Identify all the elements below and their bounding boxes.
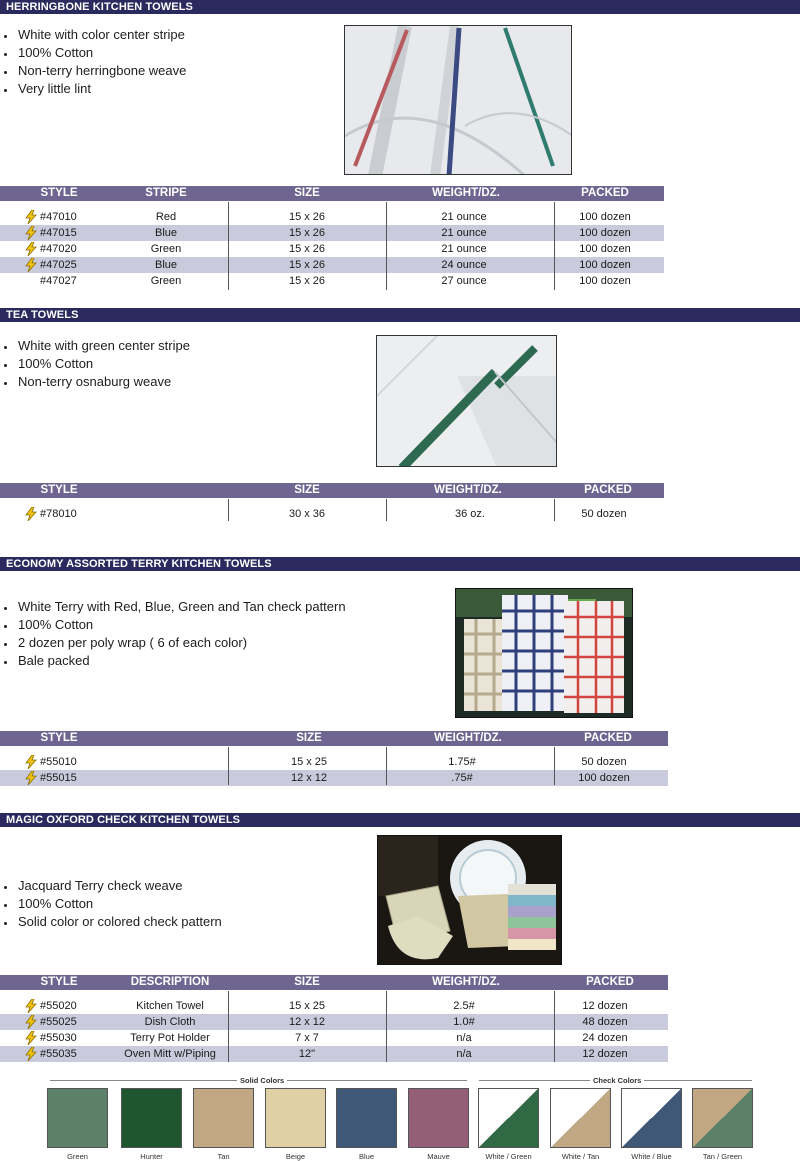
solid-colors-label: Solid Colors xyxy=(237,1076,287,1085)
herringbone-towel-photo xyxy=(344,25,572,175)
feature-item: Non-terry osnaburg weave xyxy=(3,373,190,391)
column-divider xyxy=(228,991,229,1062)
weight-value: 1.0# xyxy=(453,1016,475,1028)
weight-value: n/a xyxy=(456,1048,472,1060)
weight-value: 21 ounce xyxy=(441,211,487,223)
packed-value: 50 dozen xyxy=(581,508,627,520)
table-header xyxy=(0,186,664,201)
column-header: STYLE xyxy=(40,484,78,496)
table-row xyxy=(0,1014,668,1030)
column-header: PACKED xyxy=(581,187,629,199)
color-swatch-mauve xyxy=(408,1088,469,1148)
table-row xyxy=(0,770,668,786)
size-value: 15 x 26 xyxy=(288,211,326,223)
weight-value: 21 ounce xyxy=(441,243,487,255)
style-number: #47010 xyxy=(40,211,77,223)
swatch-label: Tan / Green xyxy=(702,1152,743,1161)
description-value: Dish Cloth xyxy=(144,1016,196,1028)
description-value: Terry Pot Holder xyxy=(130,1032,210,1044)
feature-item: 100% Cotton xyxy=(3,355,190,373)
check-swatch-tan-green xyxy=(692,1088,753,1148)
packed-value: 100 dozen xyxy=(579,259,631,271)
lightning-icon xyxy=(25,999,37,1013)
style-number: #78010 xyxy=(40,508,77,520)
lightning-icon xyxy=(25,258,37,272)
style-number: #47020 xyxy=(40,243,77,255)
column-divider xyxy=(386,202,387,290)
packed-value: 50 dozen xyxy=(581,756,627,768)
table-row xyxy=(0,225,664,241)
check-swatch-white-green xyxy=(478,1088,539,1148)
lightning-icon xyxy=(25,771,37,785)
color-swatch-beige xyxy=(265,1088,326,1148)
lightning-icon xyxy=(25,1047,37,1061)
table-row xyxy=(0,209,664,225)
product-table-herringbone xyxy=(0,186,664,290)
column-header: WEIGHT/DZ. xyxy=(432,976,500,988)
lightning-icon xyxy=(25,210,37,224)
feature-item: White with color center stripe xyxy=(3,26,186,44)
description-value: Kitchen Towel xyxy=(136,1000,204,1012)
packed-value: 24 dozen xyxy=(582,1032,628,1044)
column-divider xyxy=(554,202,555,290)
section-title: TEA TOWELS xyxy=(6,309,79,321)
stripe-color: Blue xyxy=(154,227,178,239)
feature-item: White Terry with Red, Blue, Green and Tan check pattern xyxy=(3,598,346,616)
style-number: #55030 xyxy=(40,1032,77,1044)
swatch-label: Blue xyxy=(358,1152,374,1161)
product-table-economy-terry xyxy=(0,731,668,785)
column-divider xyxy=(554,499,555,521)
lightning-icon xyxy=(25,242,37,256)
swatch-label: Beige xyxy=(285,1152,306,1161)
style-number: #55010 xyxy=(40,756,77,768)
column-header: SIZE xyxy=(296,732,322,744)
color-swatch-hunter xyxy=(121,1088,182,1148)
swatch-label: Mauve xyxy=(427,1152,450,1161)
packed-value: 48 dozen xyxy=(582,1016,628,1028)
weight-value: 1.75# xyxy=(448,756,476,768)
column-divider xyxy=(228,499,229,521)
section-title: MAGIC OXFORD CHECK KITCHEN TOWELS xyxy=(6,814,241,826)
swatch-label: Hunter xyxy=(140,1152,163,1161)
weight-value: 36 oz. xyxy=(455,508,485,520)
table-header xyxy=(0,975,668,990)
feature-list xyxy=(3,598,346,670)
column-header: STYLE xyxy=(40,976,78,988)
table-header xyxy=(0,731,668,746)
size-value: 15 x 26 xyxy=(288,275,326,287)
size-value: 7 x 7 xyxy=(295,1032,319,1044)
swatch-label: Tan xyxy=(217,1152,230,1161)
stripe-color: Green xyxy=(150,275,182,287)
section-title: HERRINGBONE KITCHEN TOWELS xyxy=(6,1,193,13)
packed-value: 100 dozen xyxy=(578,772,630,784)
column-divider xyxy=(554,991,555,1062)
lightning-icon xyxy=(25,1015,37,1029)
check-colors-label: Check Colors xyxy=(590,1076,644,1085)
size-value: 15 x 26 xyxy=(288,227,326,239)
product-table-magic-oxford xyxy=(0,975,668,1062)
feature-item: 100% Cotton xyxy=(3,44,186,62)
color-swatch-green xyxy=(47,1088,108,1148)
feature-item: 100% Cotton xyxy=(3,616,346,634)
size-value: 15 x 25 xyxy=(288,1000,326,1012)
stripe-color: Blue xyxy=(154,259,178,271)
stripe-color: Green xyxy=(150,243,182,255)
section-header-herringbone xyxy=(0,0,800,14)
feature-item: Solid color or colored check pattern xyxy=(3,913,222,931)
feature-item: Bale packed xyxy=(3,652,346,670)
column-divider xyxy=(386,747,387,785)
column-header: WEIGHT/DZ. xyxy=(434,484,502,496)
style-number: #47015 xyxy=(40,227,77,239)
column-divider xyxy=(386,499,387,521)
weight-value: .75# xyxy=(451,772,473,784)
feature-item: White with green center stripe xyxy=(3,337,190,355)
stripe-color: Red xyxy=(155,211,177,223)
packed-value: 100 dozen xyxy=(579,211,631,223)
packed-value: 100 dozen xyxy=(579,227,631,239)
weight-value: 2.5# xyxy=(453,1000,475,1012)
size-value: 15 x 25 xyxy=(290,756,328,768)
feature-item: 2 dozen per poly wrap ( 6 of each color) xyxy=(3,634,346,652)
feature-item: Jacquard Terry check weave xyxy=(3,877,222,895)
product-table-tea-towels xyxy=(0,483,664,521)
packed-value: 100 dozen xyxy=(579,243,631,255)
column-header: DESCRIPTION xyxy=(130,976,210,988)
section-title: ECONOMY ASSORTED TERRY KITCHEN TOWELS xyxy=(6,558,272,570)
column-header: PACKED xyxy=(586,976,634,988)
size-value: 12 x 12 xyxy=(290,772,328,784)
weight-value: n/a xyxy=(456,1032,472,1044)
check-swatch-white-tan xyxy=(550,1088,611,1148)
weight-value: 21 ounce xyxy=(441,227,487,239)
table-row xyxy=(0,241,664,257)
check-swatch-white-blue xyxy=(621,1088,682,1148)
packed-value: 12 dozen xyxy=(582,1000,628,1012)
table-row xyxy=(0,998,668,1014)
style-number: #47027 xyxy=(40,275,77,287)
column-header: STRIPE xyxy=(145,187,187,199)
column-divider xyxy=(554,747,555,785)
style-number: #55020 xyxy=(40,1000,77,1012)
table-header xyxy=(0,483,664,498)
style-number: #55015 xyxy=(40,772,77,784)
table-row xyxy=(0,257,664,273)
table-row xyxy=(0,506,664,522)
column-header: PACKED xyxy=(584,732,632,744)
size-value: 12" xyxy=(298,1048,316,1060)
section-header-magic-oxford xyxy=(0,813,800,827)
size-value: 15 x 26 xyxy=(288,243,326,255)
tea-towel-photo xyxy=(376,335,557,467)
style-number: #47025 xyxy=(40,259,77,271)
column-divider xyxy=(386,991,387,1062)
swatch-label: Green xyxy=(67,1152,88,1161)
feature-item: 100% Cotton xyxy=(3,895,222,913)
column-header: PACKED xyxy=(584,484,632,496)
lightning-icon xyxy=(25,226,37,240)
feature-item: Non-terry herringbone weave xyxy=(3,62,186,80)
style-number: #55035 xyxy=(40,1048,77,1060)
swatch-label: White / Tan xyxy=(561,1152,600,1161)
column-header: WEIGHT/DZ. xyxy=(432,187,500,199)
lightning-icon xyxy=(25,755,37,769)
packed-value: 100 dozen xyxy=(579,275,631,287)
weight-value: 27 ounce xyxy=(441,275,487,287)
column-header: STYLE xyxy=(40,187,78,199)
column-header: SIZE xyxy=(294,484,320,496)
economy-terry-towels-photo xyxy=(455,588,633,718)
description-value: Oven Mitt w/Piping xyxy=(124,1048,216,1060)
size-value: 15 x 26 xyxy=(288,259,326,271)
feature-item: Very little lint xyxy=(3,80,186,98)
table-row xyxy=(0,1030,668,1046)
section-header-economy-terry xyxy=(0,557,800,571)
table-row xyxy=(0,1046,668,1062)
column-divider xyxy=(228,747,229,785)
magic-oxford-towels-photo xyxy=(377,835,562,965)
packed-value: 12 dozen xyxy=(582,1048,628,1060)
size-value: 30 x 36 xyxy=(288,508,326,520)
feature-list xyxy=(3,26,186,98)
lightning-icon xyxy=(25,507,37,521)
column-divider xyxy=(228,202,229,290)
feature-list xyxy=(3,337,190,391)
section-header-tea-towels xyxy=(0,308,800,322)
table-row xyxy=(0,273,664,289)
weight-value: 24 ounce xyxy=(441,259,487,271)
swatch-label: White / Green xyxy=(485,1152,532,1161)
column-header: STYLE xyxy=(40,732,78,744)
color-swatch-tan xyxy=(193,1088,254,1148)
column-header: SIZE xyxy=(294,976,320,988)
column-header: WEIGHT/DZ. xyxy=(434,732,502,744)
column-header: SIZE xyxy=(294,187,320,199)
table-row xyxy=(0,754,668,770)
size-value: 12 x 12 xyxy=(288,1016,326,1028)
color-swatch-blue xyxy=(336,1088,397,1148)
swatch-label: White / Blue xyxy=(631,1152,672,1161)
lightning-icon xyxy=(25,1031,37,1045)
feature-list xyxy=(3,877,222,931)
style-number: #55025 xyxy=(40,1016,77,1028)
